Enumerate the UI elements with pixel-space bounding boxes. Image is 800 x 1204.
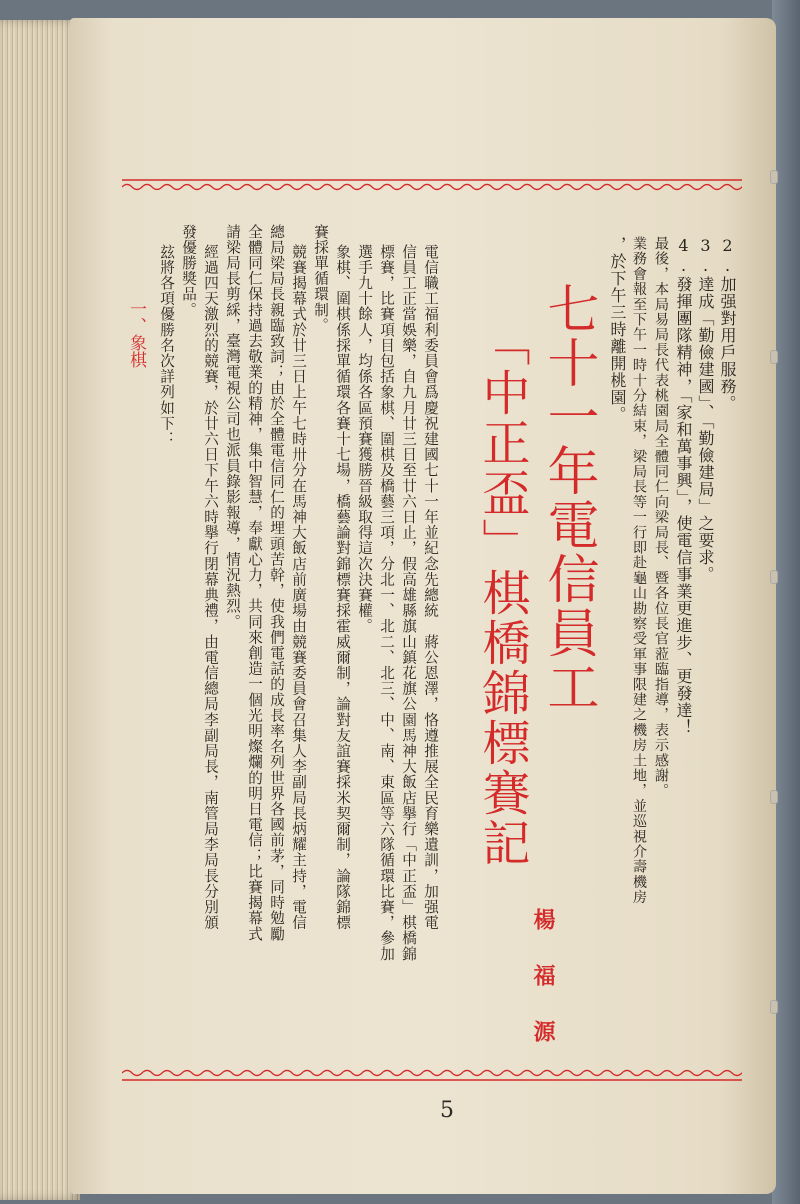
- prev-section-line: 業務會報至下午一時十分結束，梁局長等一行即赴龜山勘察受軍事限建之機房土地，並巡視介壽機房: [631, 236, 647, 905]
- body-line: 象棋、圍棋係採單循環各賽十七場，橋藝論對錦標賽採霍威爾制，論對友誼賽採米契爾制，論隊錦標: [334, 244, 351, 931]
- body-line: 標賽，比賽項目包括象棋、圍棋及橋藝三項，分北一、北二、北三、中、南、東區等六隊循環比賽，參加: [378, 244, 395, 962]
- book-page-edges: [0, 20, 80, 1200]
- body-line: 選手九十餘人，均係各區預賽獲勝晉級取得這次決賽權。: [356, 244, 373, 634]
- body-line: 玆將各項優勝名次詳列如下：: [158, 244, 175, 447]
- binding-stitch: [770, 170, 778, 184]
- body-line: 經過四天激烈的競賽，於廿六日下午六時擧行閉幕典禮，由電信總局李副局長，南管局李局長分別頒: [202, 244, 219, 931]
- body-line: 請梁局長剪綵，臺灣電視公司也派員錄影報導，情況熱烈。: [224, 224, 241, 630]
- page-number: 5: [440, 1098, 454, 1123]
- body-line: 電信職工福利委員會爲慶祝建國七十一年並紀念先總統 蔣公恩澤，恪遵推展全民育樂遺訓，加强電: [422, 244, 439, 931]
- binding-stitch: [770, 570, 778, 584]
- body-line: 發優勝獎品。: [180, 224, 197, 318]
- article-author: 楊 福 源: [530, 908, 556, 1046]
- prev-section-line: 2.加强對用戶服務。: [718, 236, 737, 412]
- body-line: 全體同仁保持過去敬業的精神，集中智慧，奉獻心力，共同來創造一個光明燦爛的明日電信；比賽揭幕式: [246, 224, 263, 942]
- article-title-line-1: 七十一年電信員工: [538, 282, 598, 714]
- bottom-decorative-rule: [122, 1068, 742, 1082]
- section-heading: 一、象棋: [126, 300, 146, 368]
- prev-section-line: 最後，本局易局長代表桃園局全體同仁向梁局長、暨各位長官蒞臨指導，表示感謝。: [653, 236, 669, 799]
- binding-stitch: [770, 350, 778, 364]
- article-title-line-2: 「中正盃」棋橋錦標賽記: [474, 318, 530, 868]
- body-line: 信員工正當娛樂，自九月廿三日至廿六日止，假高雄縣旗山鎮花旗公園馬神大飯店擧行「中正盃」棋橋錦: [400, 244, 417, 962]
- binding-stitch: [770, 1000, 778, 1014]
- prev-section-line: 4.發揮團隊精神，「家和萬事興」，使電信事業更進步、更發達！: [674, 236, 693, 736]
- binding-stitch: [770, 790, 778, 804]
- prev-section-line: ，於下午三時離開桃園。: [608, 236, 627, 423]
- prev-section-line: 3.達成「勤儉建國」、「勤儉建局」之要求。: [696, 236, 715, 583]
- top-decorative-rule: [122, 178, 742, 192]
- body-line: 競賽揭幕式於廿三日上午七時卅分在馬神大飯店前廣場由競賽委員會召集人李副局長炳耀主持，電信: [290, 244, 307, 931]
- body-line: 總局梁局長親臨致詞；由於全體電信同仁的埋頭苦幹，使我們電話的成長率名列世界各國前茅，同時勉勵: [268, 224, 285, 942]
- body-line: 賽採單循環制。: [312, 224, 329, 334]
